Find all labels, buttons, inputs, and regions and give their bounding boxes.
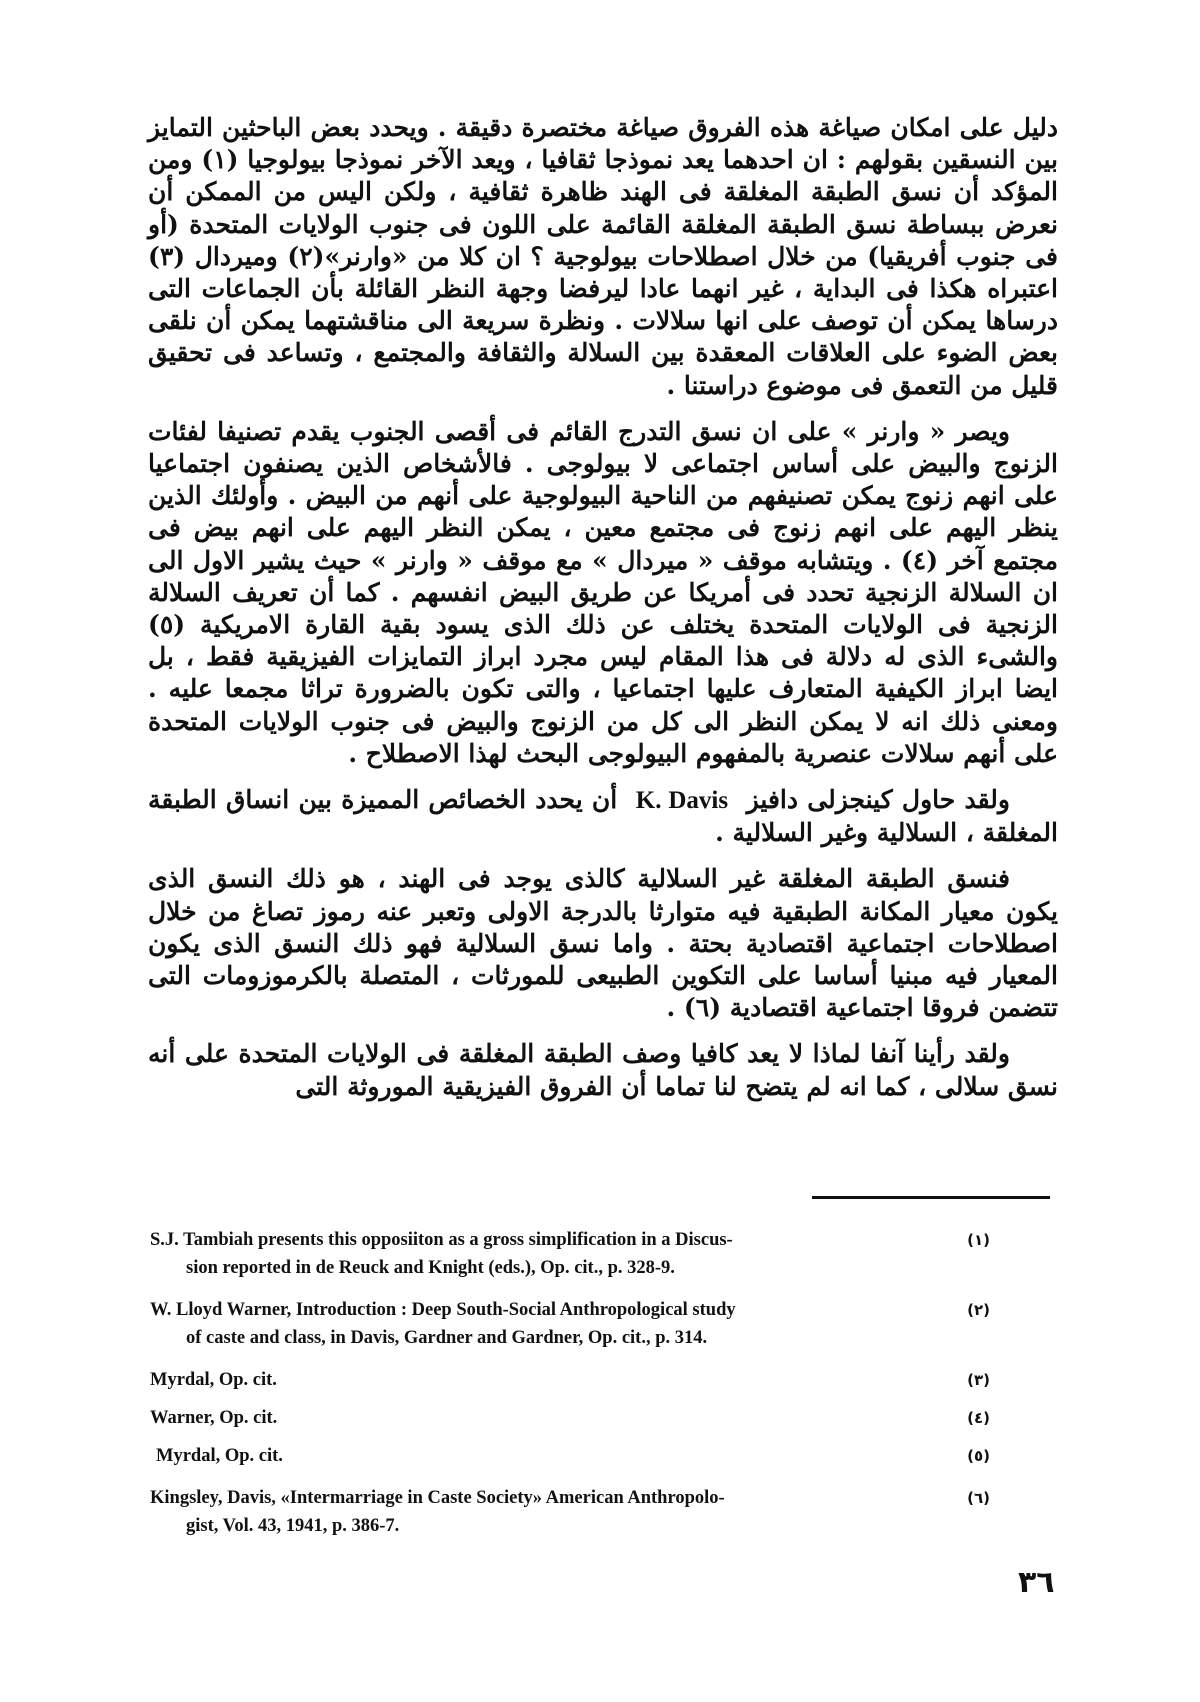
footnote-marker: (١): [967, 1231, 990, 1249]
footnote-marker: (٣): [967, 1371, 990, 1389]
page-number: ٣٦: [1018, 1565, 1055, 1600]
footnote-marker: (٢): [967, 1301, 990, 1319]
footnote-text-line2: sion reported in de Reuck and Knight (eds.), Op. cit., p. 328-9.: [186, 1258, 675, 1278]
paragraph-3: فنسق الطبقة المغلقة غير السلالية كالذى يوجد فى الهند ، هو ذلك النسق الذى يكون معيار المكانة الطبقية فيه متوارثا بالدرجة الاولى وتعبر عنه رموز تصاغ من خلال اصطلاحات اجتماعية اقتصادية بحتة . واما نسق السلالية فهو ذلك النسق الذى يكون المعيار فيه مبنيا أساسا على التكوين الطبيعى للمورثات ، المتصلة بالكرموزومات التى تتضمن فروقا اجتماعية اقتصادية (٦) .: [148, 864, 1058, 1023]
paragraph-2: ويصر « وارنر » على ان نسق التدرج القائم فى أقصى الجنوب يقدم تصنيفا لفئات الزنوج والبيض على أساس اجتماعى لا بيولوجى . فالأشخاص الذين يصنفون اجتماعيا على انهم زنوج يمكن تصنيفهم من الناحية البيولوجية على أنهم من البيض . وأولئك الذين ينظر اليهم على انهم زنوج فى مجتمع معين ، يمكن النظر اليهم على انهم بيض فى مجتمع آخر (٤) . ويتشابه موقف « ميردال » مع موقف « وارنر » حيث يشير الاول الى ان السلالة الزنجية تحدد فى أمريكا عن طريق البيض انفسهم . كما أن تعريف السلالة الزنجية فى الولايات المتحدة يختلف عن ذلك الذى يسود بقية القارة الامريكية (٥) والشىء الذى له دلالة فى هذا المقام ليس مجرد ابراز التمايزات الفيزيقية فقط ، بل ايضا ابراز الكيفية المتعارف عليها اجتماعيا ، والتى تكون بالضرورة تراثا مجمعا عليه . ومعنى ذلك انه لا يمكن النظر الى كل من الزنوج والبيض فى جنوب الولايات المتحدة على أنهم سلالات عنصرية بالمفهوم البيولوجى البحث لهذا الاصطلاح .: [148, 416, 1058, 768]
footnote-3: [150, 1366, 990, 1394]
paragraph-4: ولقد رأينا آنفا لماذا لا يعد كافيا وصف الطبقة المغلقة فى الولايات المتحدة على أنه نسق سلالى ، كما انه لم يتضح لنا تماما أن الفروق الفيزيقية الموروثة التى: [148, 1039, 1058, 1101]
footnotes-section: [150, 1226, 990, 1550]
footnote-6: [150, 1484, 990, 1540]
paragraph-davis: [148, 784, 1058, 849]
footnote-divider: [812, 1196, 1050, 1199]
davis-latin-name: K. Davis: [635, 787, 729, 815]
footnote-text-line1: W. Lloyd Warner, Introduction : Deep South-Social Anthropological study: [150, 1300, 736, 1320]
footnote-text-line1: Warner, Op. cit.: [150, 1408, 278, 1428]
footnote-1: [150, 1226, 990, 1282]
footnote-4: [150, 1404, 990, 1432]
footnote-2: [150, 1296, 990, 1352]
footnote-marker: (٥): [967, 1447, 990, 1465]
footnote-marker: (٦): [967, 1489, 990, 1507]
footnote-5: [150, 1442, 990, 1470]
paragraph-1: دليل على امكان صياغة هذه الفروق صياغة مختصرة دقيقة . ويحدد بعض الباحثين التمايز بين النسقين بقولهم : ان احدهما يعد نموذجا ثقافيا ، ويعد الآخر نموذجا بيولوجيا (١) ومن المؤكد أن نسق الطبقة المغلقة فى الهند ظاهرة ثقافية ، ولكن اليس من الممكن أن نعرض ببساطة نسق الطبقة المغلقة القائمة على اللون فى جنوب الولايات المتحدة (أو فى جنوب أفريقيا) من خلال اصطلاحات بيولوجية ؟ ان كلا من «وارنر»(٢) وميردال (٣) اعتبراه هكذا فى البداية ، غير انهما عادا ليرفضا وجهة النظر القائلة بأن الجماعات التى درساها يمكن أن توصف على انها سلالات . ونظرة سريعة الى مناقشتهما يمكن أن نلقى بعض الضوء على العلاقات المعقدة بين السلالة والثقافة والمجتمع ، وتساعد فى تحقيق قليل من التعمق فى موضوع دراستنا .: [148, 113, 1058, 400]
davis-text-before: ولقد حاول كينجزلى دافيز: [746, 785, 1010, 815]
arabic-body-text: [148, 112, 1058, 1117]
davis-text-after: أن يحدد الخصائص المميزة بين انساق الطبقة المغلقة ، السلالية وغير السلالية .: [148, 785, 1058, 848]
footnote-text-line1: Myrdal, Op. cit.: [156, 1446, 283, 1466]
footnote-text-line1: Myrdal, Op. cit.: [150, 1370, 277, 1390]
footnote-text-line2: of caste and class, in Davis, Gardner and Gardner, Op. cit., p. 314.: [186, 1328, 708, 1348]
footnote-text-line2: gist, Vol. 43, 1941, p. 386-7.: [186, 1516, 400, 1536]
footnote-text-line1: S.J. Tambiah presents this opposiiton as a gross simplification in a Discus-: [150, 1230, 733, 1250]
footnote-text-line1: Kingsley, Davis, «Intermarriage in Caste Society» American Anthropolo-: [150, 1488, 725, 1508]
footnote-marker: (٤): [967, 1409, 990, 1427]
